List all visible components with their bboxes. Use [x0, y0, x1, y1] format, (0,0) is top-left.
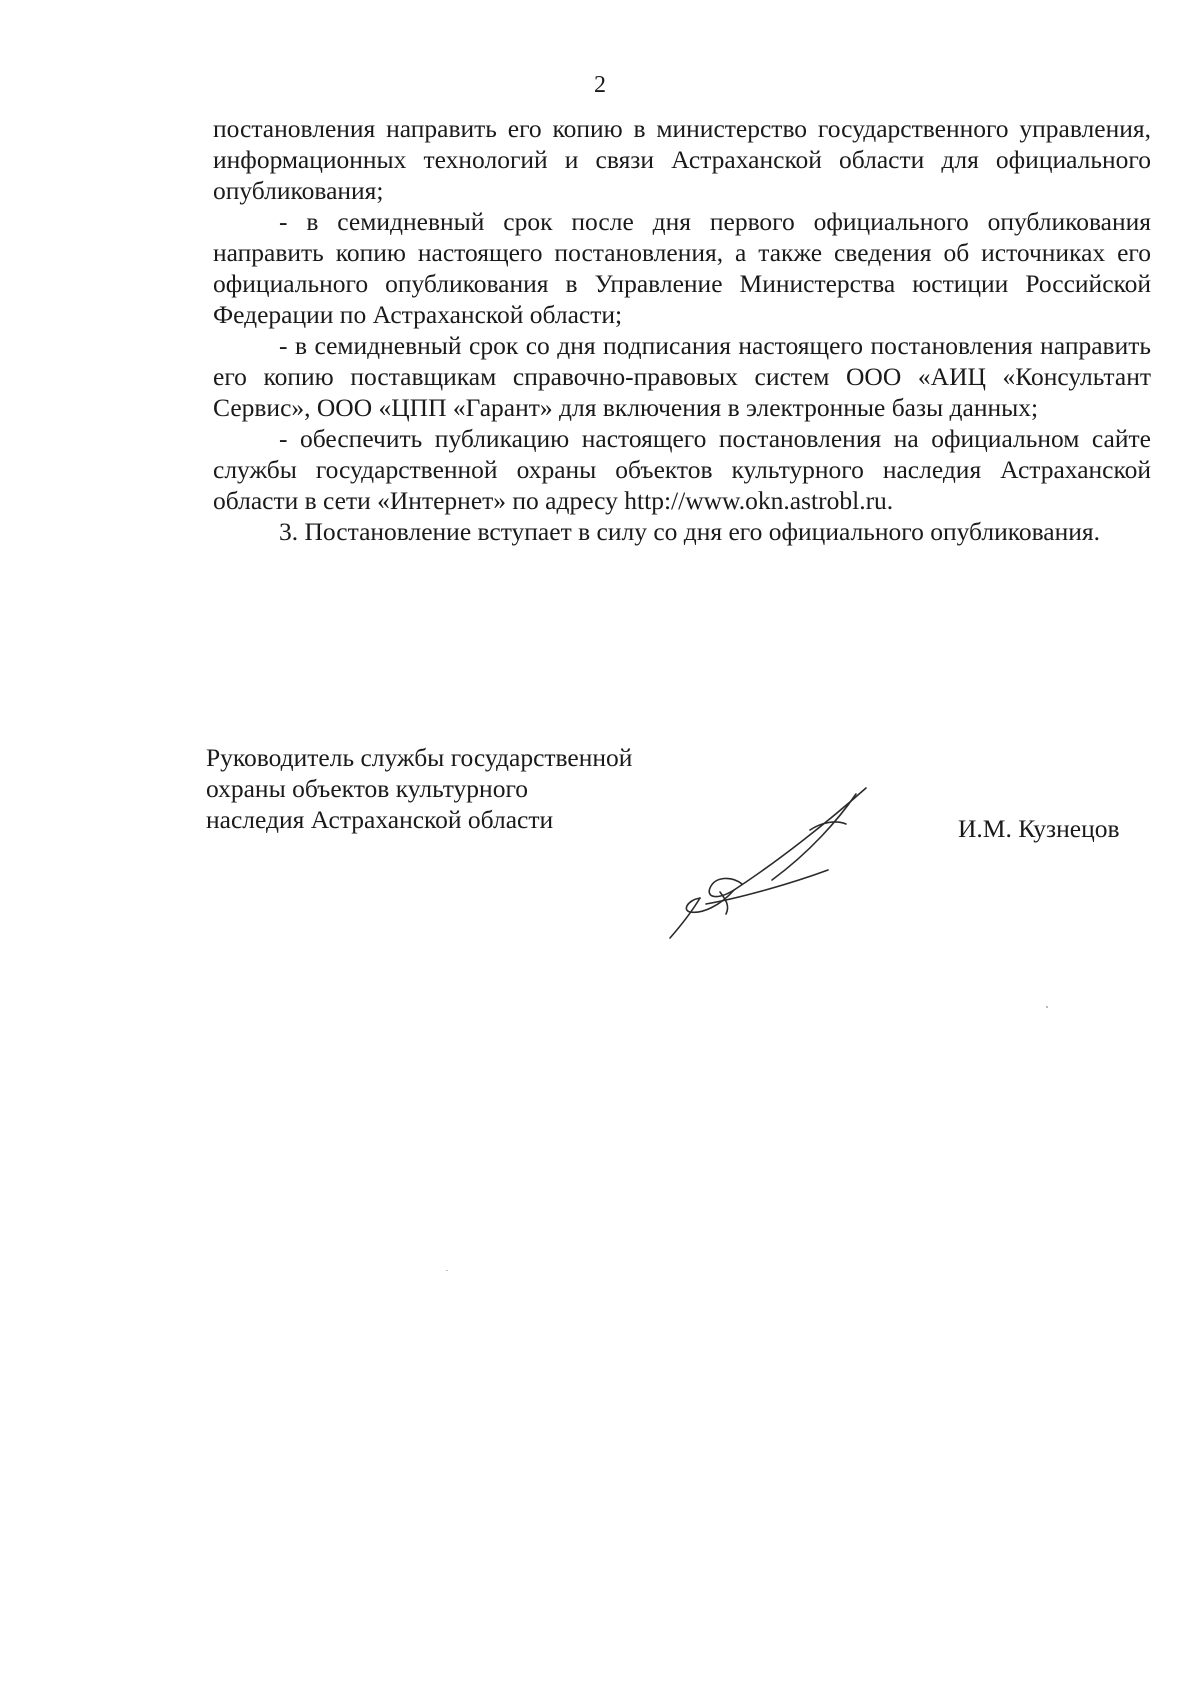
signatory-position [206, 742, 726, 835]
paragraph-item-registration: - в семидневный срок после дня первого официального опубликования направить копию настоящего постановления, а также сведения об источниках его официального опубликования в Управление Министерства юстиции Российской Федерации по Астраханской области; [213, 207, 1151, 329]
page-number: 2 [594, 72, 606, 98]
scan-artifact [1046, 1006, 1048, 1008]
scan-artifact [446, 1270, 448, 1271]
paragraph-continuation: постановления направить его копию в министерство государственного управления, информационных технологий и связи Астраханской области для официального опубликования; [213, 114, 1151, 205]
signatory-position-line: наследия Астраханской области [206, 805, 554, 834]
handwritten-signature-icon [660, 780, 880, 950]
signatory-position-line: охраны объектов культурного [206, 774, 529, 803]
paragraph-item-website: - обеспечить публикацию настоящего постановления на официальном сайте службы государственной охраны объектов культурного наследия Астраханской области в сети «Интернет» по адресу http://www.okn.astrobl.ru. [213, 424, 1151, 515]
paragraph-effective-date: 3. Постановление вступает в силу со дня его официального опубликования. [279, 517, 1100, 546]
signatory-position-line: Руководитель службы государственной [206, 743, 633, 772]
document-body [213, 113, 1151, 547]
paragraph-item-legal-systems: - в семидневный срок со дня подписания настоящего постановления направить его копию поставщикам справочно-правовых систем ООО «АИЦ «Консультант Сервис», ООО «ЦПП «Гарант» для включения в электронные базы данных; [213, 331, 1151, 422]
signatory-name: И.М. Кузнецов [958, 814, 1120, 843]
